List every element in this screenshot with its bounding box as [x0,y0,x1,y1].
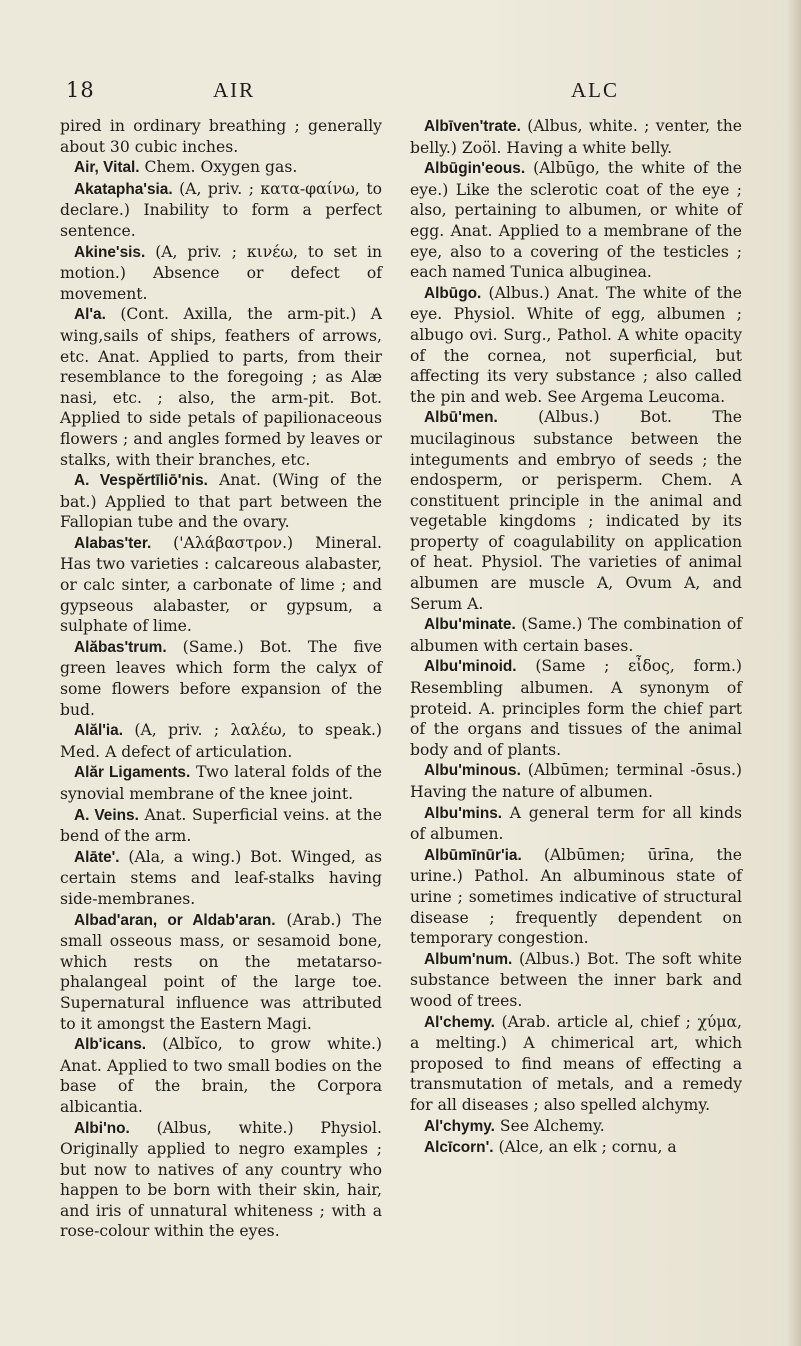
entry-definition: ('Αλάβαστρον.) Mineral. Has two varieties : calcareous alabaster, or calc sinter, a carbonate of lime ; and gypseous alabaster, or gypsum, a sulphate of lime. [60,533,382,636]
entry-headword: Albīven'trate. [424,118,521,135]
entry-definition: (Ala, a wing.) Bot. Winged, as certain stems and leaf-stalks having side-membranes. [60,847,382,908]
dictionary-entry [410,845,742,949]
entry-definition: (A, priv. ; λαλέω, to speak.) Med. A defect of articulation. [60,721,382,761]
dictionary-entry [410,614,742,656]
dictionary-entry [60,470,382,533]
entry-definition: (Arab. article al, chief ; χύμα, a melting.) A chimerical art, which proposed to find means of effecting a transmutation of metals, and a remedy for all diseases ; also spelled alchymy. [410,1012,742,1114]
dictionary-entry [410,116,742,158]
dictionary-entry [60,116,382,157]
entry-definition: (Albus, white.) Physiol. Originally applied to negro examples ; but now to natives of any country who happen to be born with their skin, hair, and iris of unnatural whiteness ; with a rose-colour within the eyes. [60,1118,382,1241]
entry-definition: (Albūgo, the white of the eye.) Like the sclerotic coat of the eye ; also, pertaining to albumen, or white of egg. Anat. Applied to a membrane of the eye, also to a covering of the testicles ; each named Tunica albuginea. [410,159,742,282]
dictionary-entry [60,910,382,1035]
entry-definition: pired in ordinary breathing ; generally about 30 cubic inches. [60,117,382,156]
dictionary-entry [410,803,742,845]
dictionary-entry [60,1034,382,1117]
entry-headword: Alb'icans. [74,1036,147,1054]
dictionary-entry [60,304,382,470]
entry-definition: (Arab.) The small osseous mass, or sesamoid bone, which rests on the metatarso-phalangeal point of the large toe. Supernatural influence was attributed to it amongst the Eastern Magi. [60,910,382,1033]
entry-headword: Air, Vital. [74,159,140,177]
dictionary-entry [60,242,382,305]
dictionary-entry [410,760,742,802]
entry-headword: Album'num. [424,950,513,968]
dictionary-entry [60,847,382,910]
entry-headword: Albūgin'eous. [424,160,526,178]
entry-headword: Alăl'ia. [74,722,123,740]
entry-definition: Two lateral folds of the synovial membrane of the knee joint. [60,763,382,803]
entry-definition: (Same.) Bot. The five green leaves which form the calyx of some flowers before expansion of the bud. [60,637,382,719]
entry-headword: Albu'minoid. [424,658,517,676]
entry-definition: (Alce, an elk ; cornu, a [493,1138,677,1157]
entry-definition: (Same.) The combination of albumen with certain bases. [410,615,742,655]
left-column [60,116,382,1242]
entry-headword: Albu'mins. [424,804,503,822]
dictionary-entry [410,407,742,614]
entry-headword: Albūmīnūr'ia. [424,846,522,864]
running-head-right: ALC [571,78,619,102]
dictionary-entry [410,1116,742,1138]
dictionary-entry [60,805,382,847]
entry-definition: Anat. Superficial veins. at the bend of the arm. [60,805,382,846]
entry-headword: Akatapha'sia. [74,180,173,198]
entry-headword: A. Vespĕrtīliō'nis. [74,472,208,490]
entry-definition: (A, priv. ; κινέω, to set in motion.) Absence or defect of movement. [60,242,382,303]
entry-headword: Albū'men. [424,409,498,427]
dictionary-entry [60,533,382,637]
entry-definition: (A, priv. ; κατα-φαίνω, to declare.) Inability to form a perfect sentence. [60,179,382,240]
dictionary-entry [410,158,742,283]
entry-definition: Anat. (Wing of the bat.) Applied to that part between the Fallopian tube and the ovary. [60,471,382,532]
entry-definition: (Albus.) Bot. The mucilaginous substance between the integuments and embryo of seeds ; the endosperm, or perisperm. Chem. A constituent principle in the animal and vegetable kingdoms ; indicated by its property of coagulability on application of heat. Physiol. The varieties of animal albumen are muscle A, Ovum A, and Serum A. [410,408,742,613]
entry-definition: (Albĭco, to grow white.) Anat. Applied to two small bodies on the base of the brain, the Corpora albicantia. [60,1035,382,1116]
entry-headword: Akine'sis. [74,243,146,261]
dictionary-entry [60,157,382,179]
dictionary-entry [60,179,382,242]
entry-definition: (Cont. Axilla, the arm-pit.) A wing,sails of ships, feathers of arrows, etc. Anat. Applied to parts, from their resemblance to the foregoing ; as Alæ nasi, etc. ; also, the arm-pit. Bot. Applied to side petals of papilionaceous flowers ; and angles formed by leaves or stalks, with their branches, etc. [60,305,382,469]
entry-definition: A general term for all kinds of albumen. [410,803,742,844]
dictionary-entry [60,720,382,762]
page-number: 18 [66,78,95,102]
entry-headword: A. Veins. [74,806,139,824]
entry-headword: Albad'aran, or Aldab'aran. [74,911,276,929]
page-edge-shadow [787,0,801,1346]
entry-headword: Al'chemy. [424,1013,495,1031]
entry-definition: (Albus.) Anat. The white of the eye. Physiol. White of egg, albumen ; albugo ovi. Surg., Pathol. A white opacity of the cornea, not superficial, but affecting its very substance ; also called the pin and web. See Argema Leucoma. [410,283,742,406]
entry-definition: See Alchemy. [494,1116,605,1135]
entry-definition: Chem. Oxygen gas. [139,158,298,177]
entry-headword: Alcīcorn'. [424,1139,494,1157]
dictionary-entry [410,1137,742,1159]
running-head-left: AIR [213,78,256,102]
dictionary-entry [60,637,382,720]
dictionary-entry [60,762,382,804]
dictionary-entry [410,949,742,1012]
entry-definition: (Albus, white. ; venter, the belly.) Zoöl. Having a white belly. [410,117,742,157]
entry-definition: (Albūmen; ūrīna, the urine.) Pathol. An albuminous state of urine ; sometimes indicative of structural disease ; frequently dependent on temporary congestion. [410,845,742,948]
dictionary-entry [410,656,742,760]
entry-headword: Albu'minate. [424,616,516,634]
dictionary-entry [410,283,742,408]
dictionary-entry [410,1012,742,1116]
entry-definition: (Albus.) Bot. The soft white substance between the inner bark and wood of trees. [410,949,742,1010]
entry-definition: (Same ; εἶδος, form.) Resembling albumen. A synonym of proteid. A. principles form the chief part of the organs and tissues of the animal body and of plants. [410,657,742,759]
dictionary-entry [60,1118,382,1243]
entry-headword: Alăbas'trum. [74,638,167,656]
entry-headword: Alăr Ligaments. [74,764,191,782]
entry-headword: Alabas'ter. [74,534,152,552]
entry-headword: Albi'no. [74,1119,130,1137]
entry-headword: Albu'minous. [424,762,521,780]
entry-headword: Alāte'. [74,848,120,866]
entry-headword: Albūgo. [424,284,482,302]
right-column [410,116,742,1159]
entry-definition: (Albūmen; terminal -ōsus.) Having the nature of albumen. [410,761,742,801]
entry-headword: Al'a. [74,306,106,324]
entry-headword: Al'chymy. [424,1117,495,1135]
